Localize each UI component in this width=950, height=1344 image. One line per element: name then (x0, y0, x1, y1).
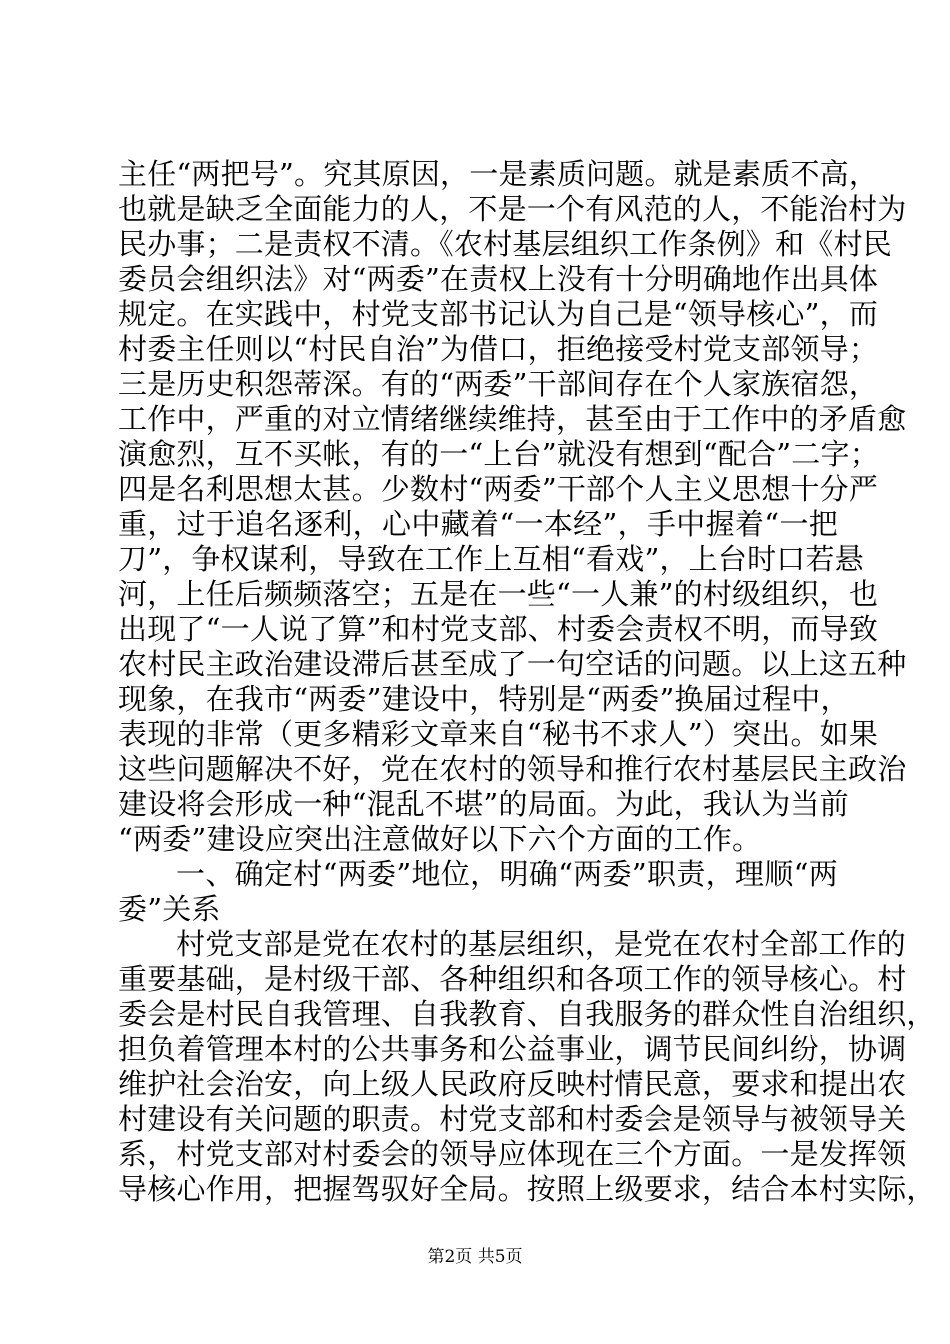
section-heading: 一、确定村“两委”地位，明确“两委”职责，理顺“两 (176, 857, 838, 891)
text-line: 现象，在我市“两委”建设中，特别是“两委”换届过程中， (118, 682, 850, 716)
text-line: 规定。在实践中，村党支部书记认为自己是“领导核心”，而 (118, 297, 879, 331)
text-line: 系，村党支部对村委会的领导应体现在三个方面。一是发挥领 (118, 1137, 907, 1171)
section-heading: 委”关系 (118, 892, 221, 926)
text-line: 出现了“一人说了算”和村党支部、村委会责权不明，而导致 (118, 612, 879, 646)
text-line: 河，上任后频频落空；五是在一些“一人兼”的村级组织，也 (118, 577, 879, 611)
text-line: 村建设有关问题的职责。村党支部和村委会是领导与被领导关 (118, 1102, 907, 1136)
text-line: 担负着管理本村的公共事务和公益事业，调节民间纠纷，协调 (118, 1032, 907, 1066)
text-line: 建设将会形成一种“混乱不堪”的局面。为此，我认为当前 (118, 787, 849, 821)
text-line: 重要基础，是村级干部、各种组织和各项工作的领导核心。村 (118, 962, 907, 996)
text-line: 三是历史积怨蒂深。有的“两委”干部间存在个人家族宿怨， (118, 367, 879, 401)
text-line: 四是名利思想太甚。少数村“两委”干部个人主义思想十分严 (118, 472, 879, 506)
text-line: 刀”，争权谋利，导致在工作上互相“看戏”，上台时口若悬 (118, 542, 864, 576)
text-line: 导核心作用，把握驾驭好全局。按照上级要求，结合本村实际， (118, 1172, 936, 1206)
text-line: 主任“两把号”。究其原因，一是素质问题。就是素质不高， (118, 157, 879, 191)
text-line: 民办事；二是责权不清。《农村基层组织工作条例》和《村民 (118, 227, 892, 261)
text-line: “两委”建设应突出注意做好以下六个方面的工作。 (118, 822, 762, 856)
page-footer: 第2页 共5页 (427, 1247, 523, 1267)
text-line: 这些问题解决不好，党在农村的领导和推行农村基层民主政治 (118, 752, 907, 786)
text-line: 委员会组织法》对“两委”在责权上没有十分明确地作出具体 (118, 262, 879, 296)
text-line: 农村民主政治建设滞后甚至成了一句空话的问题。以上这五种 (118, 647, 907, 681)
text-line: 工作中，严重的对立情绪继续维持，甚至由于工作中的矛盾愈 (118, 402, 907, 436)
text-line: 村党支部是党在农村的基层组织，是党在农村全部工作的 (176, 927, 907, 961)
text-line: 委会是村民自我管理、自我教育、自我服务的群众性自治组织， (118, 997, 936, 1031)
text-line: 演愈烈，互不买帐，有的一“上台”就没有想到“配合”二字； (118, 437, 879, 471)
text-line: 表现的非常（更多精彩文章来自“秘书不求人”）突出。如果 (118, 717, 879, 751)
text-line: 维护社会治安，向上级人民政府反映村情民意，要求和提出农 (118, 1067, 907, 1101)
text-line: 村委主任则以“村民自治”为借口，拒绝接受村党支部领导； (118, 332, 879, 366)
text-line: 重，过于追名逐利，心中藏着“一本经”，手中握着“一把 (118, 507, 838, 541)
text-line: 也就是缺乏全面能力的人，不是一个有风范的人，不能治村为 (118, 192, 907, 226)
